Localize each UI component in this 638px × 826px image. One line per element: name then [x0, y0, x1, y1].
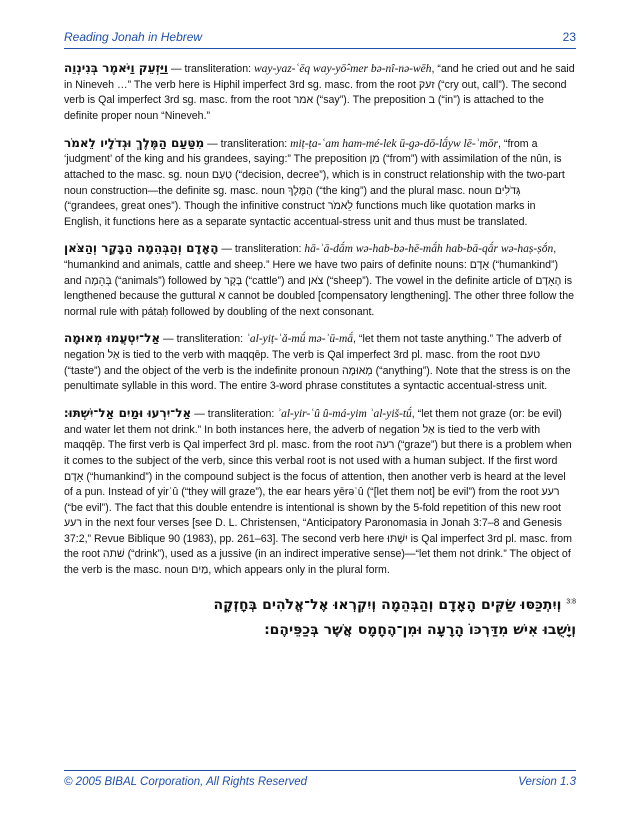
entry-1 — [64, 60, 576, 125]
entry-2 — [64, 135, 576, 231]
lead-text: — transliteration: — [160, 333, 247, 346]
verse-number: 3:8 — [566, 597, 576, 605]
entry-body: , “let them not graze (or: be evil) and water let them not drink.” In both instances here, the adverb of negation אַל is tied to the verb with maqqēp. The first verb is Qal imperfect 3rd pl. masc. from the root רעה (“graze”) but there is a problem when it comes to the subject of the verb, since this verbal root is not used with a human subject. If the first word אָדָם (“humankind”) in the compound subject is the focus of attention, then another verb is heard at the level of a pun. Instead of yirʿû (“they will graze”), the ear hears yērəʿû (“[let them not] be evil”) from the root רעע (“be evil”). The fact that this double entendre is intentional is shown by the 5-fold repetition of this new root רעע in the next four verses [see D. L. Christensen, “Anticipatory Paronomasia in Jonah 3:7–8 and Genesis 37:2,” Revue Biblique 90 (1983), pp. 261–63]. The second verb here יִשְׁתּוּ is Qal imperfect 3rd pl. masc. from the root שׁתה (“drink”), used as a jussive (in an indirect imperative sense)—“let them not drink.” The object of the verb is the masc. noun מַיִם, which appears only in the plural form. — [64, 408, 572, 576]
lead-text: — transliteration: — [218, 243, 305, 256]
verse-line-1 — [64, 593, 576, 618]
running-title: Reading Jonah in Hebrew — [64, 30, 203, 44]
transliteration: ʾal-yir-ʿû û-má-yim ʾal-yiš-tū́ — [277, 408, 412, 420]
hebrew-phrase: מִטַּעַם הַמֶּלֶךְ וּגְדֹלָיו לֵאמֹר — [64, 135, 205, 150]
lead-text: — transliteration: — [204, 137, 291, 150]
main-text — [64, 60, 576, 643]
hebrew-phrase: אַל־יִטְעֲמוּ מְאוּמָה — [64, 331, 161, 346]
verse-text-1: וְיִתְכַּסּוּ שַׂקִּים הָאָדָם וְהַבְּהֵמָה וְיִקְרְאוּ אֶל־אֱלֹהִים בְּחָזְקָה — [213, 596, 562, 613]
transliteration: miṭ-ṭa-ʿam ham-mé-lek ū-gə-dō-lā́yw lē-ʾmōr — [290, 137, 499, 150]
entry-body: , “let them not taste anything.” The adverb of negation אַל is tied to the verb with maqqēp. The verb is Qal imperfect 3rd pl. masc. from the root טעם (“taste”) and the object of the verb is the indefinite pronoun מְאוּמָה (“anything”). Note that the stress is on the penultimate syllable in this word. The entire 3-word phrase constitutes a syntactic accentual-stress unit. — [64, 333, 571, 393]
lead-text: — transliteration: — [191, 408, 278, 420]
transliteration: hā-ʾā-dā́m wə-hab-bə-hē-mā́h hab-bā-qā́r wə-haṣ-ṣṓn — [304, 243, 554, 256]
hebrew-phrase: הָאָדָם וְהַבְּהֵמָה הַבָּקָר וְהַצֹּאן — [64, 241, 219, 256]
hebrew-phrase: וַיַּזְעֵק וַיֹּאמֶר בְּנִינְוֵה — [64, 61, 169, 75]
verse-text-2: וְיָשֻׁבוּ אִישׁ מִדַּרְכּוֹ הָרָעָה וּמִן־הֶחָמָס אֲשֶׁר בְּכַפֵּיהֶם׃ — [264, 621, 576, 638]
entry-body: , “from a ‘judgment’ of the king and his grandees, saying:” The preposition מִן (“from”) with assimilation of the nûn, is attached to the masc. sg. noun טַעַם (“decision, decree”), which is in construct relationship with the two-part noun construction—the definite sg. masc. noun הַמֶּלֶךְ (“the king”) and the plural masc. noun גְּדֹלִים (“grandees, great ones”). Though the infinitive construct לֵאמֹר functions much like quotation marks in English, it functions here as a separate syntactic accentual-stress unit and thus must be translated. — [64, 137, 565, 228]
version: Version 1.3 — [518, 776, 576, 788]
verse-block — [64, 593, 576, 643]
copyright: © 2005 BIBAL Corporation, All Rights Reserved — [64, 776, 308, 788]
verse-line-2 — [64, 618, 576, 643]
lead-text: — transliteration: — [168, 63, 254, 75]
page-header — [64, 28, 576, 49]
page-footer — [64, 770, 576, 791]
entry-4 — [64, 330, 576, 395]
page-number: 23 — [562, 30, 576, 44]
hebrew-phrase: אַל־יִרְעוּ וּמַיִם אַל־יִשְׁתּוּ׃ — [64, 406, 192, 420]
transliteration: ʾal-yiṭ-ʿă-mū́ mə-ʾū-mā́ — [246, 333, 354, 346]
entry-body: , “and he cried out and he said in Nineveh …” The verb here is Hiphil imperfect 3rd sg. masc. from the root זעק (“cry out, call”). The second verb is Qal imperfect 3rd sg. masc. from the root אמר (“say”). The preposition ב (“in”) is attached to the definite proper noun “Nineveh.” — [64, 63, 575, 123]
transliteration: way-yaz-ʿēq way-yō̂-mer bə-nî-nə-wēh — [253, 63, 432, 75]
entry-body: , “humankind and animals, cattle and sheep.” Here we have two pairs of definite nouns: אָדָם (“humankind”) and בְּהֵמָה (“animals”) followed by בָּקָר (“cattle”) and צֹאן (“sheep”). The vowel in the definite article of הָאָדָם is lengthened because the guttural א cannot be doubled [compensatory lengthening]. The other three follow the normal rule with pátaḥ followed by doubling of the next consonant. — [64, 243, 575, 318]
entry-5 — [64, 405, 576, 579]
entry-3 — [64, 240, 576, 320]
